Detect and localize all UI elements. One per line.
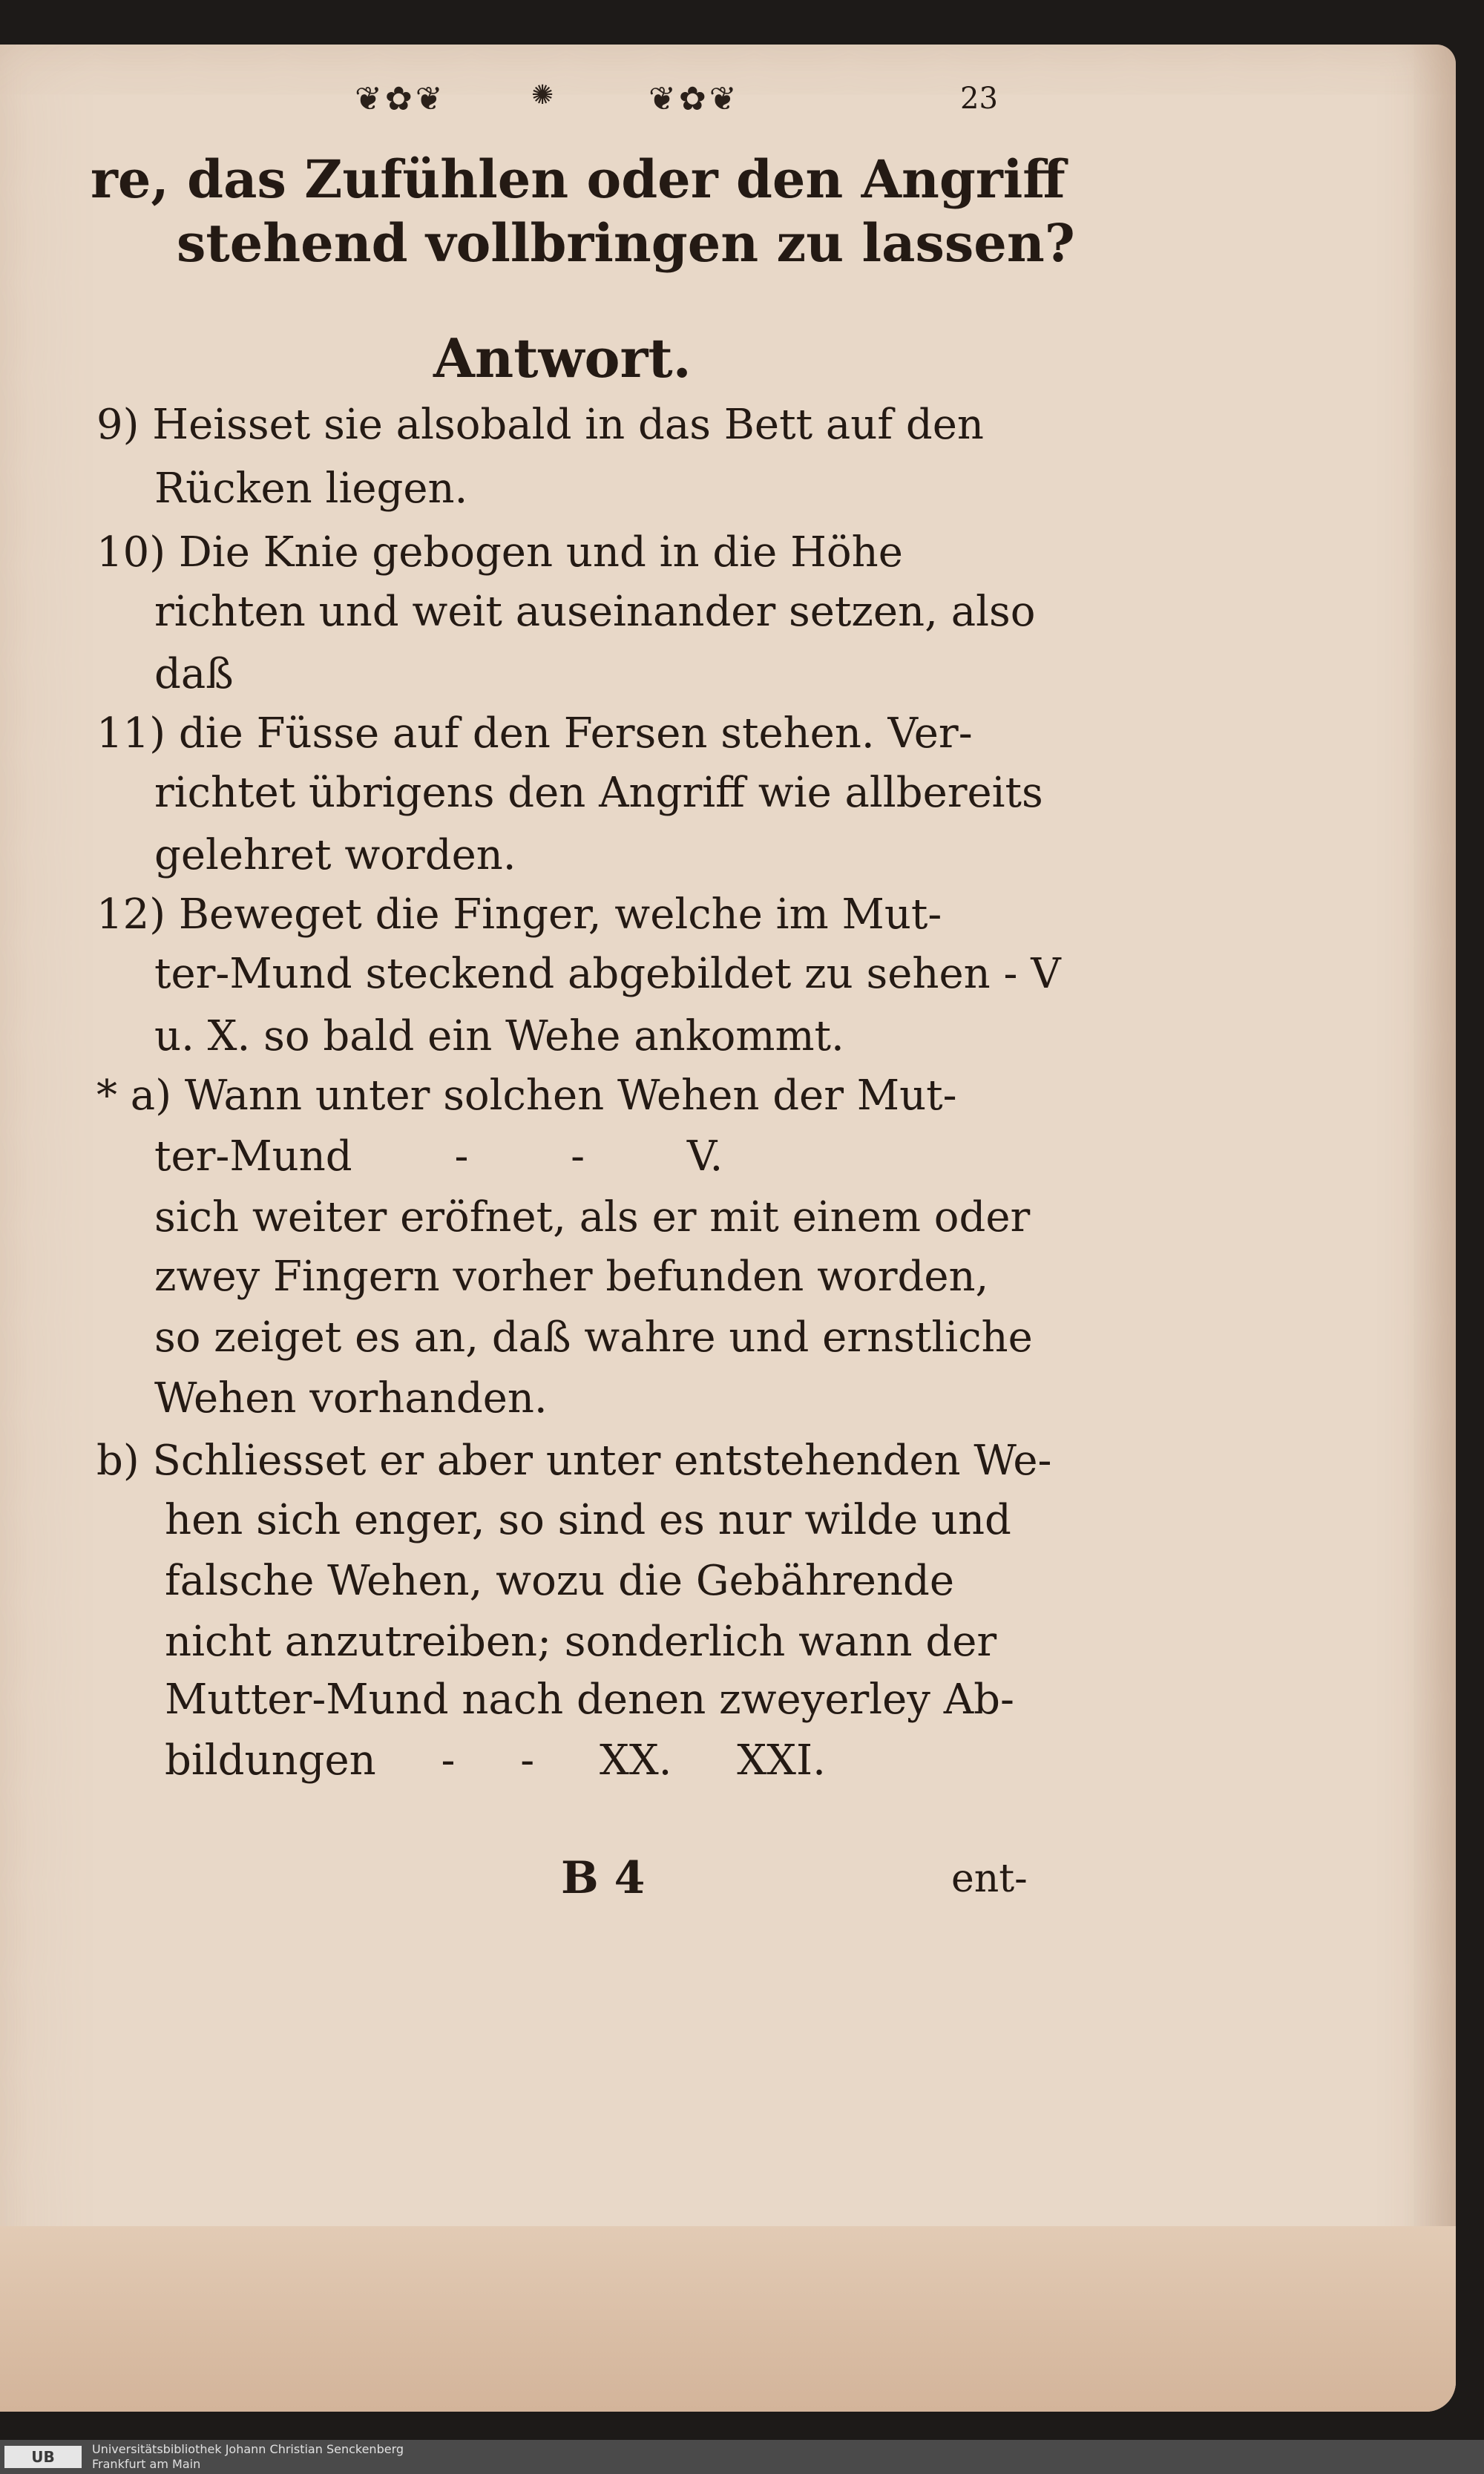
page-lower-margin xyxy=(0,2226,1456,2412)
text-line: bildungen - - XX. XXI. xyxy=(165,1736,826,1785)
section-heading: Antwort. xyxy=(433,327,692,390)
text-line: daß xyxy=(154,650,234,698)
library-logo: UB xyxy=(4,2446,82,2468)
text-line: 11) die Füsse auf den Fersen stehen. Ver- xyxy=(96,709,973,758)
text-line: richtet übrigens den Angriff wie allbereits xyxy=(154,769,1043,817)
ornament-left: ❦✿❦ xyxy=(355,80,446,118)
text-line: 10) Die Knie gebogen und in die Höhe xyxy=(96,528,903,577)
catchword: ent- xyxy=(951,1857,1028,1901)
ornament-right: ❦✿❦ xyxy=(649,80,740,118)
text-line: Mutter-Mund nach denen zweyerley Ab- xyxy=(165,1676,1014,1724)
text-line: richten und weit auseinander setzen, also xyxy=(154,588,1036,636)
signature-mark: B 4 xyxy=(561,1852,646,1904)
footer-bar xyxy=(0,2440,1484,2474)
text-line: Wehen vorhanden. xyxy=(154,1374,548,1423)
text-line: * a) Wann unter solchen Wehen der Mut- xyxy=(96,1072,957,1120)
text-line: gelehret worden. xyxy=(154,831,516,879)
text-line: ter-Mund - - V. xyxy=(154,1132,723,1181)
ornament-center: ✺ xyxy=(531,80,557,111)
text-line: so zeiget es an, daß wahre und ernstliche xyxy=(154,1313,1033,1362)
text-line: re, das Zufühlen oder den Angriff xyxy=(91,148,1066,210)
institution-name: Universitätsbibliothek Johann Christian Senckenberg xyxy=(92,2442,404,2456)
text-line: sich weiter eröfnet, als er mit einem oder xyxy=(154,1193,1031,1241)
text-line: hen sich enger, so sind es nur wilde und xyxy=(165,1496,1011,1544)
text-line: nicht anzutreiben; sonderlich wann der xyxy=(165,1618,997,1666)
text-line: stehend vollbringen zu lassen? xyxy=(177,212,1075,274)
text-line: 12) Beweget die Finger, welche im Mut- xyxy=(96,890,942,939)
text-line: Rücken liegen. xyxy=(154,465,468,513)
text-line: zwey Fingern vorher befunden worden, xyxy=(154,1253,989,1301)
text-line: ter-Mund steckend abgebildet zu sehen - V xyxy=(154,950,1061,998)
text-line: 9) Heisset sie alsobald in das Bett auf den xyxy=(96,401,984,449)
text-line: falsche Wehen, wozu die Gebährende xyxy=(165,1557,954,1605)
text-line: b) Schliesset er aber unter entstehenden We- xyxy=(96,1437,1052,1485)
page-number: 23 xyxy=(960,82,998,116)
institution-city: Frankfurt am Main xyxy=(92,2457,201,2471)
text-line: u. X. so bald ein Wehe ankommt. xyxy=(154,1012,844,1060)
